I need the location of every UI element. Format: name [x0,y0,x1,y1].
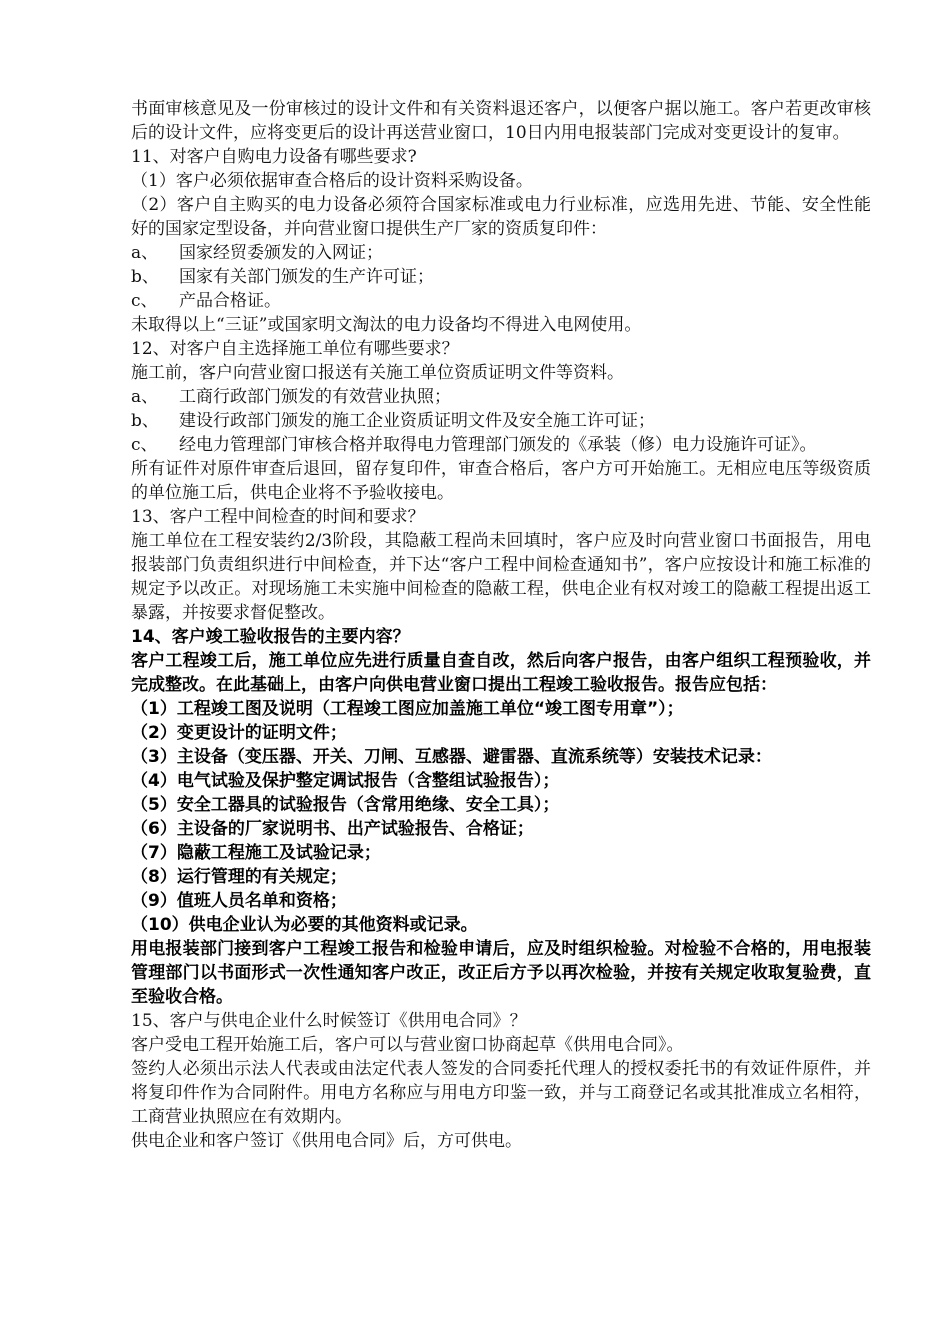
question-12-list-a [131,385,871,409]
question-11-heading: 11、对客户自购电力设备有哪些要求? [131,147,417,167]
question-14-conclusion: 用电报装部门接到客户工程竣工报告和检验申请后，应及时组织检验。对检验不合格的，用电报装管理部门以书面形式一次性通知客户改正，改正后方予以再次检验，并按有关规定收取复验费，直至验收合格。 [131,939,871,1007]
question-11-list-c [131,289,871,313]
question-11-item-2: （2）客户自主购买的电力设备必须符合国家标准或电力行业标准，应选用先进、节能、安全性能好的国家定型设备，并向营业窗口提供生产厂家的资质复印件： [131,195,871,239]
question-11-conclusion: 未取得以上“三证”或国家明文淘汰的电力设备均不得进入电网使用。 [131,315,642,335]
list-marker: a、 [131,243,159,263]
question-12-conclusion: 所有证件对原件审查后退回，留存复印件，审查合格后，客户方可开始施工。无相应电压等级资质的单位施工后，供电企业将不予验收接电。 [131,459,871,503]
document-body [131,97,871,1153]
list-marker: c、 [131,435,158,455]
question-12-list-b [131,409,871,433]
question-14-item-9: （9）值班人员名单和资格； [131,891,347,911]
question-11-list-b [131,265,871,289]
list-text: 产品合格证。 [179,291,281,311]
question-11-item-1: （1）客户必须依据审查合格后的设计资料采购设备。 [131,171,533,191]
question-14-body: 客户工程竣工后，施工单位应先进行质量自查自改，然后向客户报告，由客户组织工程预验收，并完成整改。在此基础上，由客户向供电营业窗口提出工程竣工验收报告。报告应包括： [131,651,871,695]
list-marker: b、 [131,411,159,431]
question-13-body: 施工单位在工程安装约2/3阶段，其隐蔽工程尚未回填时，客户应及时向营业窗口书面报告，用电报装部门负责组织进行中间检查，并下达“客户工程中间检查通知书”，客户应按设计和施工标准的规定予以改正。对现场施工未实施中间检查的隐蔽工程，供电企业有权对竣工的隐蔽工程提出返工暴露，并按要求督促整改。 [131,531,871,623]
question-15-heading: 15、客户与供电企业什么时候签订《供用电合同》？ [131,1011,527,1031]
question-15-body-2: 签约人必须出示法人代表或由法定代表人签发的合同委托代理人的授权委托书的有效证件原件，并将复印件作为合同附件。用电方名称应与用电方印鉴一致，并与工商登记名或其批准成立名相符，工商营业执照应在有效期内。 [131,1059,871,1127]
question-11-list-a [131,241,871,265]
question-14-item-3: （3）主设备（变压器、开关、刀闸、互感器、避雷器、直流系统等）安装技术记录： [131,747,772,767]
question-14-item-7: （7）隐蔽工程施工及试验记录； [131,843,381,863]
question-13-heading: 13、客户工程中间检查的时间和要求？ [131,507,425,527]
paragraph-design-review: 书面审核意见及一份审核过的设计文件和有关资料退还客户，以便客户据以施工。客户若更改审核后的设计文件，应将变更后的设计再送营业窗口，10日内用电报装部门完成对变更设计的复审。 [131,99,871,143]
question-14-item-1: （1）工程竣工图及说明（工程竣工图应加盖施工单位“竣工图专用章”）； [131,699,684,719]
question-14-item-4: （4）电气试验及保护整定调试报告（含整组试验报告）； [131,771,560,791]
question-15-body-3: 供电企业和客户签订《供用电合同》后，方可供电。 [131,1131,522,1151]
list-marker: c、 [131,291,158,311]
list-text: 经电力管理部门审核合格并取得电力管理部门颁发的《承装（修）电力设施许可证》。 [179,435,817,455]
question-15-body-1: 客户受电工程开始施工后，客户可以与营业窗口协商起草《供用电合同》。 [131,1035,684,1055]
list-text: 建设行政部门颁发的施工企业资质证明文件及安全施工许可证； [179,411,655,431]
list-text: 国家有关部门颁发的生产许可证； [179,267,434,287]
question-14-item-5: （5）安全工器具的试验报告（含常用绝缘、安全工具）； [131,795,560,815]
list-marker: a、 [131,387,159,407]
question-14-item-6: （6）主设备的厂家说明书、出产试验报告、合格证； [131,819,534,839]
question-14-item-10: （10）供电企业认为必要的其他资料或记录。 [131,915,478,935]
question-14-heading: 14、客户竣工验收报告的主要内容？ [131,627,410,647]
question-12-list-c [131,433,871,457]
question-14-item-8: （8）运行管理的有关规定； [131,867,347,887]
question-12-intro: 施工前，客户向营业窗口报送有关施工单位资质证明文件等资料。 [131,363,624,383]
list-text: 国家经贸委颁发的入网证； [179,243,383,263]
question-12-heading: 12、对客户自主选择施工单位有哪些要求？ [131,339,459,359]
list-marker: b、 [131,267,159,287]
question-14-item-2: （2）变更设计的证明文件； [131,723,347,743]
list-text: 工商行政部门颁发的有效营业执照； [179,387,451,407]
